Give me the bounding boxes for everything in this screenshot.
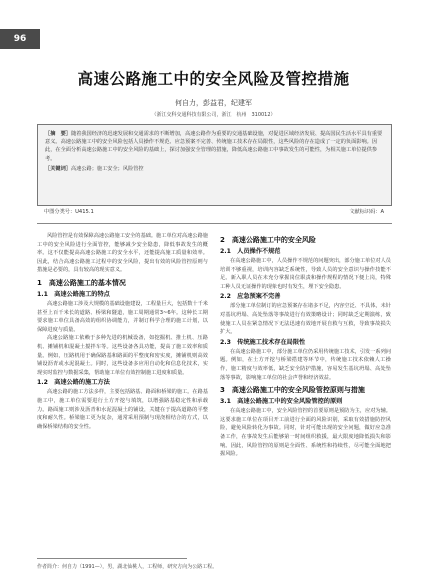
section-2-2-paragraph: 部分施工单位制订的应急预案存在诸多不足，内容空泛、不具体，未针对基坑坍塌、高处坠落等事故进行有效策略设计；同时缺乏定期演练，致使施工人员在紧急情况下无法迅速有效地开展自救与互救，导致事故损失扩大。 [220,303,391,336]
section-3-heading: 3 高速公路施工中的安全风险管控原则与措施 [220,386,365,395]
section-2-3-heading: 2.3 传统施工技术存在局限性 [220,338,306,346]
paper-affiliation: （浙江交科交通科技有限公司，浙江 杭州 310012） [151,112,276,118]
footnote-divider [37,558,187,559]
section-1-1-paragraph-2: 高速公路施工依赖于多种先进的机械设备，如挖掘机、推土机、压路机、摊铺机和混凝土搅拌车等。这些设备各具功能，提高了施工效率和质量。例如，压路机用于确保路基和路面的平整度和密实度，摊铺机则高效铺设沥青或水泥混凝土。同时，这些设备多应用自动化和信息化技术，实现实时监控与数据采集，帮助施工单位有效控制施工进度和质量。 [37,335,208,376]
keywords-text: 高速公路；施工安全；风险管控 [70,165,144,172]
section-2-heading: 2 高速公路施工中的安全风险 [220,236,316,244]
left-column [37,232,208,431]
section-2-1-heading: 2.1 人员操作不规范 [220,248,281,255]
right-column [220,232,391,459]
page-number-tab [0,29,40,49]
section-2-3-paragraph: 在高速公路施工中，部分施工单位仍采用传统施工技术，引发一系列问题。例如，在土方开挖与桥梁搭建等环节中，传统施工技术依赖人工操作，施工精度与效率低，缺乏安全防护措施，容易发生基坑坍塌、高处坠落等事故，影响施工单位的社会声誉和经济效益。 [220,348,391,381]
section-3-1-paragraph: 在高速公路施工中，安全风险管控的首要原则是预防为主，应对为辅。这要求施工单位在项目开工前进行全面的风险识别，采取有效措施防控风险，避免风险转化为事故。同时，针对可能出现的安全问题，做好应急准备工作，在事故发生后能够第一时间组织救援，最大限度地降低损失和影响。因此，风险管控的原则是全面性、系统性和持续性，尽可能全面地把握风险。 [220,408,391,458]
section-2-2-heading: 2.2 应急预案不完善 [220,293,281,301]
section-1-1-heading: 1.1 高速公路施工的特点 [37,290,110,298]
section-1-2-paragraph: 高速公路的施工方法多样，主要包括路基、路面和桥梁的施工。在路基施工中，施工单位需要进行土方开挖与填筑，以增强路基稳定性和承载力。路面施工则涉及沥青和水泥混凝土的铺设，关键在于提高道路的平整度和耐久性。桥梁施工更为复杂，通常采用预制与现浇相结合的方式，以确保桥梁结构的安全性。 [37,389,208,430]
section-1-heading: 1 高速公路施工的基本情况 [37,278,126,287]
section-1-2-heading: 1.2 高速公路的施工方法 [37,379,110,387]
classification-row [44,208,384,215]
paper-title: 高速公路施工中的安全风险及管控措施 [77,70,350,88]
section-1-1-paragraph: 高速公路施工涉及大规模的基础设施建设，工程量巨大，包括数十千米甚至上百千米长的道路、桥梁和隧道，施工周期通常3~6年。这种长工期要求施工单位具备高效的组织协调能力，并制订科学合理的施工计划，以保障进度与质量。 [37,300,208,333]
author-footnote: 作者简介：何自力（1991—），男，湖北仙桃人，工程师，研究方向为公路工程。 [37,564,218,570]
page-number: 96 [13,34,27,44]
clc-number: 中图分类号：U415.1 [44,209,94,215]
abstract-box [37,124,392,206]
abstract-text: 随着我国经济的迅速发展和交通需求的不断增加，高速公路作为重要的交通基础设施，对促进区域经济发展、提高国民生活水平具有重要意义。高速公路施工中的安全风险包括人员操作不规范、应急预案不完善、传统施工技术存在局限性，这些风险的存在造成了一定的负面影响。因此，在全面分析高速公路施工中的安全风险的基础上，探讨加强安全管理的措施，降低高速公路施工中事故发生的可能性，为相关施工单位提供参考。 [45,131,383,162]
section-3-1-heading: 3.1 高速公路施工中的安全风险管控的原则 [220,398,343,406]
keywords [45,165,384,173]
section-2-1-paragraph: 在高速公路施工中，人员操作不规范的问题突出，部分施工单位对人员培训不够重视，培训内容缺乏系统性，导致人员的安全意识与操作技能不足。新入职人员在未充分掌握岗位职责和操作规程的情况下便上岗，特殊工种人员无证操作的现象也时有发生，埋下安全隐患。 [220,258,391,290]
document-code: 文献标识码：A [349,209,384,215]
keywords-label: ［关键词］ [45,165,71,172]
abstract [45,130,384,163]
paper-authors: 何自力，彭益君，纪建军 [175,99,252,107]
abstract-label: ［摘 要］ [45,131,71,137]
intro-paragraph: 风险管控是有效保障高速公路施工安全的基础。施工单位对高速公路施工中的安全风险进行全面管控，能够减少安全隐患，降低事故发生的概率。这不仅能提高高速公路施工的安全水平，还能提高施工质量和效率。因此，结合高速公路施工过程中的安全风险，提出有效的风险管控原则与措施是必要的，具有较高的现实意义。 [37,233,208,274]
header-divider [37,223,392,224]
